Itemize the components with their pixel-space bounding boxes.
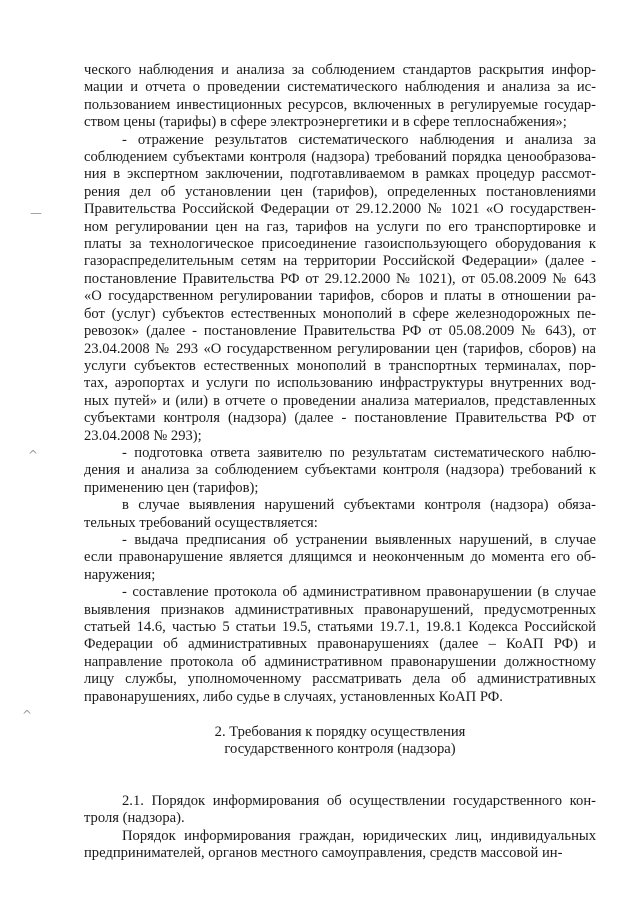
text-line: Правительства Российской Федерации от 29.12.2000 № 1021 «О государствен- [84, 201, 596, 218]
paragraph-p1 [84, 62, 596, 132]
text-line: бот (услуг) субъектов естественных монополий в сфере железнодорожных пе- [84, 305, 596, 322]
paragraph-p4 [84, 497, 596, 532]
text-line: наружения; [84, 566, 156, 583]
text-line: лицу службы, уполномоченному рассматривать дела об административных [84, 671, 596, 688]
paragraph-p2 [84, 132, 596, 445]
text-line: направление протокола об административном правонарушении должностному [84, 653, 596, 670]
document-page [84, 62, 596, 862]
text-line: субъектами контроля (надзора) (далее - постановление Правительства РФ от [84, 410, 596, 427]
text-line: тельных требований осуществляется: [84, 514, 318, 531]
text-line: тах, аэропортах и услуги по использованию инфраструктуры внутренних вод- [84, 375, 596, 392]
margin-mark: ^ [28, 448, 39, 462]
paragraph-p5 [84, 532, 596, 584]
text-line: статьей 14.6, частью 5 статьи 19.5, статьями 19.7.1, 19.8.1 Кодекса Российской [84, 619, 596, 635]
text-line: рения дел об установлении цен (тарифов), определенных постановлениями [84, 183, 596, 200]
text-line: - отражение результатов систематического наблюдения и анализа за [122, 131, 596, 148]
text-line: ния в экспертном заключении, подготавливаемом в рамках процедур рассмот- [84, 166, 596, 183]
paragraph-p7 [84, 793, 596, 828]
text-line: постановление Правительства РФ от 29.12.2000 № 1021), от 05.08.2009 № 643 [84, 270, 596, 287]
heading-line-1: 2. Требования к порядку осуществления [214, 724, 466, 741]
text-line: 23.04.2008 № 293); [84, 427, 202, 444]
text-line: ством цены (тарифы) в сфере электроэнергетики и в сфере теплоснабжения»; [84, 114, 567, 131]
text-line: газораспределительным сетям на территории Российской Федерации» (далее - [84, 253, 596, 270]
paragraph-p3 [84, 445, 596, 497]
text-line: 2.1. Порядок информирования об осуществлении государственного кон- [122, 792, 596, 809]
section-heading [84, 724, 596, 759]
margin-mark: ^ [22, 708, 33, 722]
text-line: применению цен (тарифов); [84, 479, 259, 496]
paragraph-p6 [84, 584, 596, 706]
text-line: предпринимателей, органов местного самоуправления, средств массовой ин- [84, 845, 563, 862]
heading-line-2: государственного контроля (надзора) [224, 741, 456, 758]
text-line: в случае выявления нарушений субъектами контроля (надзора) обяза- [122, 497, 596, 514]
text-line: Порядок информирования граждан, юридических лиц, индивидуальных [122, 827, 596, 844]
text-line: - составление протокола об административном правонарушении (в случае [122, 584, 596, 601]
paragraph-p8 [84, 828, 596, 863]
text-line: ных путей» и (или) в отчете о проведении анализа материалов, представленных [84, 392, 596, 409]
text-line: - выдача предписания об устранении выявленных нарушений, в случае [122, 531, 596, 548]
section-1 [84, 62, 596, 706]
text-line: платы за технологическое присоединение газоиспользующего оборудования к [84, 236, 596, 253]
text-line: троля (надзора). [84, 810, 185, 827]
text-line: 23.04.2008 № 293 «О государственном регулировании цен (тарифов, сборов) на [84, 340, 596, 357]
text-line: правонарушениях, либо судье в случаях, установленных КоАП РФ. [84, 688, 503, 705]
text-line: пользованием инвестиционных ресурсов, включенных в регулируемые государ- [84, 96, 596, 113]
text-line: мации и отчета о проведении систематического наблюдения и анализа за ис- [84, 79, 596, 96]
text-line: услуги субъектов естественных монополий в транспортных терминалах, пор- [84, 357, 596, 374]
text-line: ческого наблюдения и анализа за соблюдением стандартов раскрытия инфор- [84, 62, 596, 78]
text-line: соблюдением субъектами контроля (надзора) требований порядка ценообразова- [84, 149, 596, 166]
section-2 [84, 793, 596, 863]
text-line: выявления признаков административных правонарушений, предусмотренных [84, 601, 596, 618]
text-line: - подготовка ответа заявителю по результатам систематического наблю- [122, 444, 596, 461]
margin-mark: — [30, 206, 42, 220]
text-line: ревозок» (далее - постановление Правительства РФ от 05.08.2009 № 643), от [84, 323, 596, 340]
text-line: ном регулировании цен на газ, тарифов на услуги по его транспортировке и [84, 218, 596, 235]
text-line: если правонарушение является длящимся и неоконченным до момента его об- [84, 549, 596, 566]
text-line: «О государственном регулировании тарифов, сборов и платы в отношении ра- [84, 288, 596, 305]
text-line: дения и анализа за соблюдением субъектами контроля (надзора) требований к [84, 462, 596, 479]
text-line: Федерации об административных правонарушениях (далее – КоАП РФ) и [84, 636, 596, 653]
